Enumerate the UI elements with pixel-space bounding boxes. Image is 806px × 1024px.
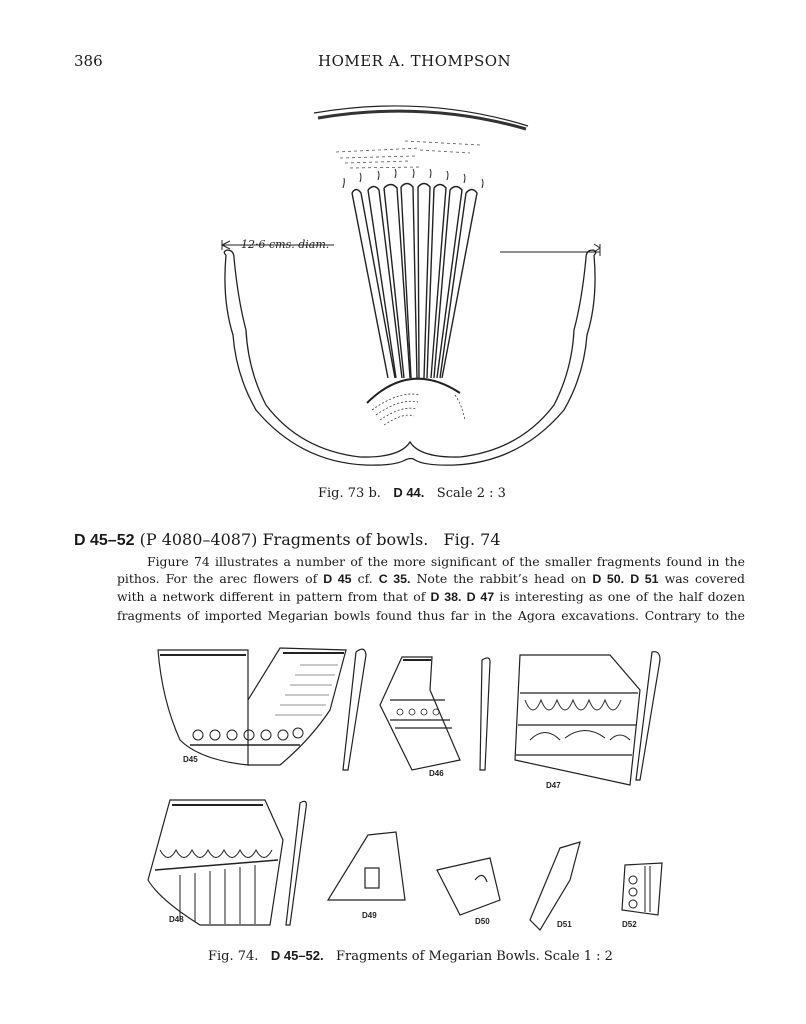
label-d46: D46: [429, 769, 444, 778]
catalog-ref: D 50.: [592, 572, 625, 587]
caption-scale: Scale 2 : 3: [436, 486, 506, 501]
label-d45: D45: [183, 755, 198, 764]
svg-text:12·6 cms. diam.: 12·6 cms. diam.: [241, 238, 330, 251]
label-d47: D47: [546, 781, 561, 790]
catalog-ref: C 35.: [378, 572, 411, 587]
label-d48: D48: [169, 915, 184, 924]
paragraph-line: pithos. For the arec flowers of D 45 cf. C 35. Note the rabbit’s head on D 50. D 51 was covered: [117, 571, 745, 587]
paragraph-line: fragments of imported Megarian bowls found thus far in the Agora excavations. Contrary to the: [117, 607, 745, 623]
figure-74-caption: [208, 948, 613, 964]
caption-ref: D 44.: [393, 485, 425, 500]
caption-ref: D 45–52.: [270, 948, 324, 963]
entry-inventory: (P 4080–4087) Fragments of bowls.: [139, 530, 429, 549]
label-d49: D49: [362, 911, 377, 920]
catalog-ref: D 38.: [430, 590, 462, 605]
catalog-ref: D 51: [630, 572, 659, 587]
label-d51: D51: [557, 920, 572, 929]
label-d50: D50: [475, 917, 490, 926]
caption-prefix: Fig. 74.: [208, 949, 259, 964]
entry-figref: Fig. 74: [443, 530, 501, 549]
label-d52: D52: [622, 920, 637, 929]
entry-id: D 45–52: [74, 532, 135, 549]
caption-prefix: Fig. 73 b.: [318, 486, 381, 501]
page-number: 386: [74, 52, 103, 70]
caption-text: Fragments of Megarian Bowls. Scale 1 : 2: [336, 949, 613, 964]
paragraph-line: Figure 74 illustrates a number of the more significant of the smaller fragments found in the: [147, 554, 745, 569]
running-title: HOMER A. THOMPSON: [318, 52, 512, 70]
catalog-ref: D 47: [466, 590, 495, 605]
catalog-ref: D 45: [323, 572, 352, 587]
paragraph-line: with a network different in pattern from that of D 38. D 47 is interesting as one of the half dozen: [117, 589, 745, 605]
